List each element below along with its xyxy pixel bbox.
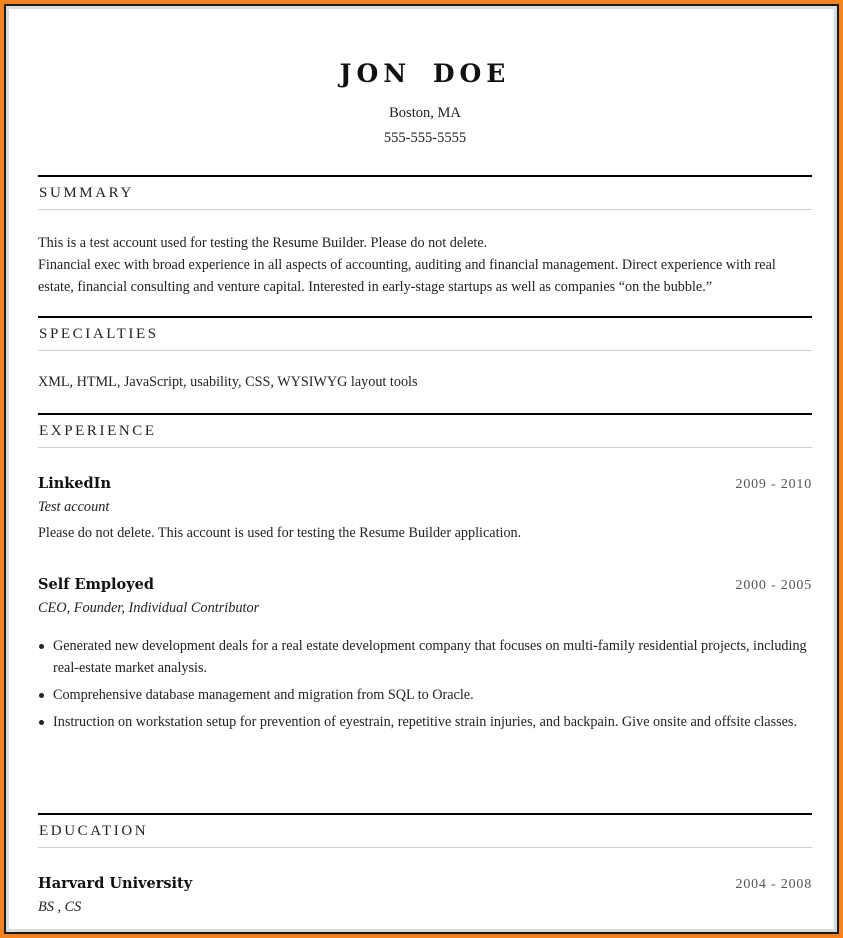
bullet-dot-icon	[39, 720, 44, 725]
section-title-education: EDUCATION	[39, 823, 149, 839]
summary-body	[38, 232, 812, 298]
specialties-section	[38, 316, 812, 393]
experience-section	[38, 413, 812, 730]
section-divider-thin	[38, 847, 812, 848]
bullet-dot-icon	[39, 693, 44, 698]
section-divider-thick	[38, 813, 812, 815]
education-section	[38, 813, 812, 915]
education-dates: 2004 - 2008	[735, 877, 812, 892]
candidate-phone: 555-555-5555	[383, 130, 467, 146]
section-title-specialties: SPECIALTIES	[39, 326, 159, 342]
candidate-location: Boston, MA	[389, 105, 461, 121]
experience-role: Test account	[38, 499, 110, 515]
section-title-experience: EXPERIENCE	[39, 423, 157, 439]
resume-frame	[4, 4, 839, 934]
section-divider-thick	[38, 316, 812, 318]
experience-bullet	[38, 684, 812, 706]
experience-organization: Self Employed	[38, 576, 154, 593]
experience-dates: 2009 - 2010	[735, 477, 812, 492]
bullet-text: Instruction on workstation setup for prevention of eyestrain, repetitive strain injuries, and backpain. Give onsite and offsite classes.	[53, 714, 797, 730]
specialties-text: XML, HTML, JavaScript, usability, CSS, WYSIWYG layout tools	[38, 374, 418, 390]
section-divider-thin	[38, 447, 812, 448]
section-divider-thin	[38, 209, 812, 210]
experience-bullet-list	[38, 635, 812, 738]
education-institution: Harvard University	[38, 875, 193, 892]
candidate-name: JON DOE	[339, 59, 511, 88]
section-divider-thick	[38, 413, 812, 415]
experience-description: Please do not delete. This account is used for testing the Resume Builder application.	[38, 525, 522, 541]
section-divider-thin	[38, 350, 812, 351]
experience-role: CEO, Founder, Individual Contributor	[38, 600, 260, 616]
experience-organization: LinkedIn	[38, 475, 111, 492]
resume-page	[9, 9, 834, 929]
section-title-summary: SUMMARY	[39, 185, 134, 201]
bullet-dot-icon	[39, 644, 44, 649]
education-degree: BS , CS	[38, 899, 82, 915]
summary-line-1: This is a test account used for testing the Resume Builder. Please do not delete.	[38, 235, 488, 251]
summary-section	[38, 175, 812, 298]
bullet-text: Generated new development deals for a real estate development company that focuses on multi-family residential projects, including real-estate market analysis.	[53, 638, 807, 676]
section-divider-thick	[38, 175, 812, 177]
bullet-text: Comprehensive database management and migration from SQL to Oracle.	[53, 687, 474, 703]
experience-bullet	[38, 635, 812, 679]
experience-bullet	[38, 711, 812, 733]
summary-line-2: Financial exec with broad experience in all aspects of accounting, auditing and financial management. Direct experience with real estate, financial consulting and venture capital. Interested in early-stage startups as well as companies “on the bubble.”	[38, 257, 776, 295]
experience-dates: 2000 - 2005	[735, 578, 812, 593]
